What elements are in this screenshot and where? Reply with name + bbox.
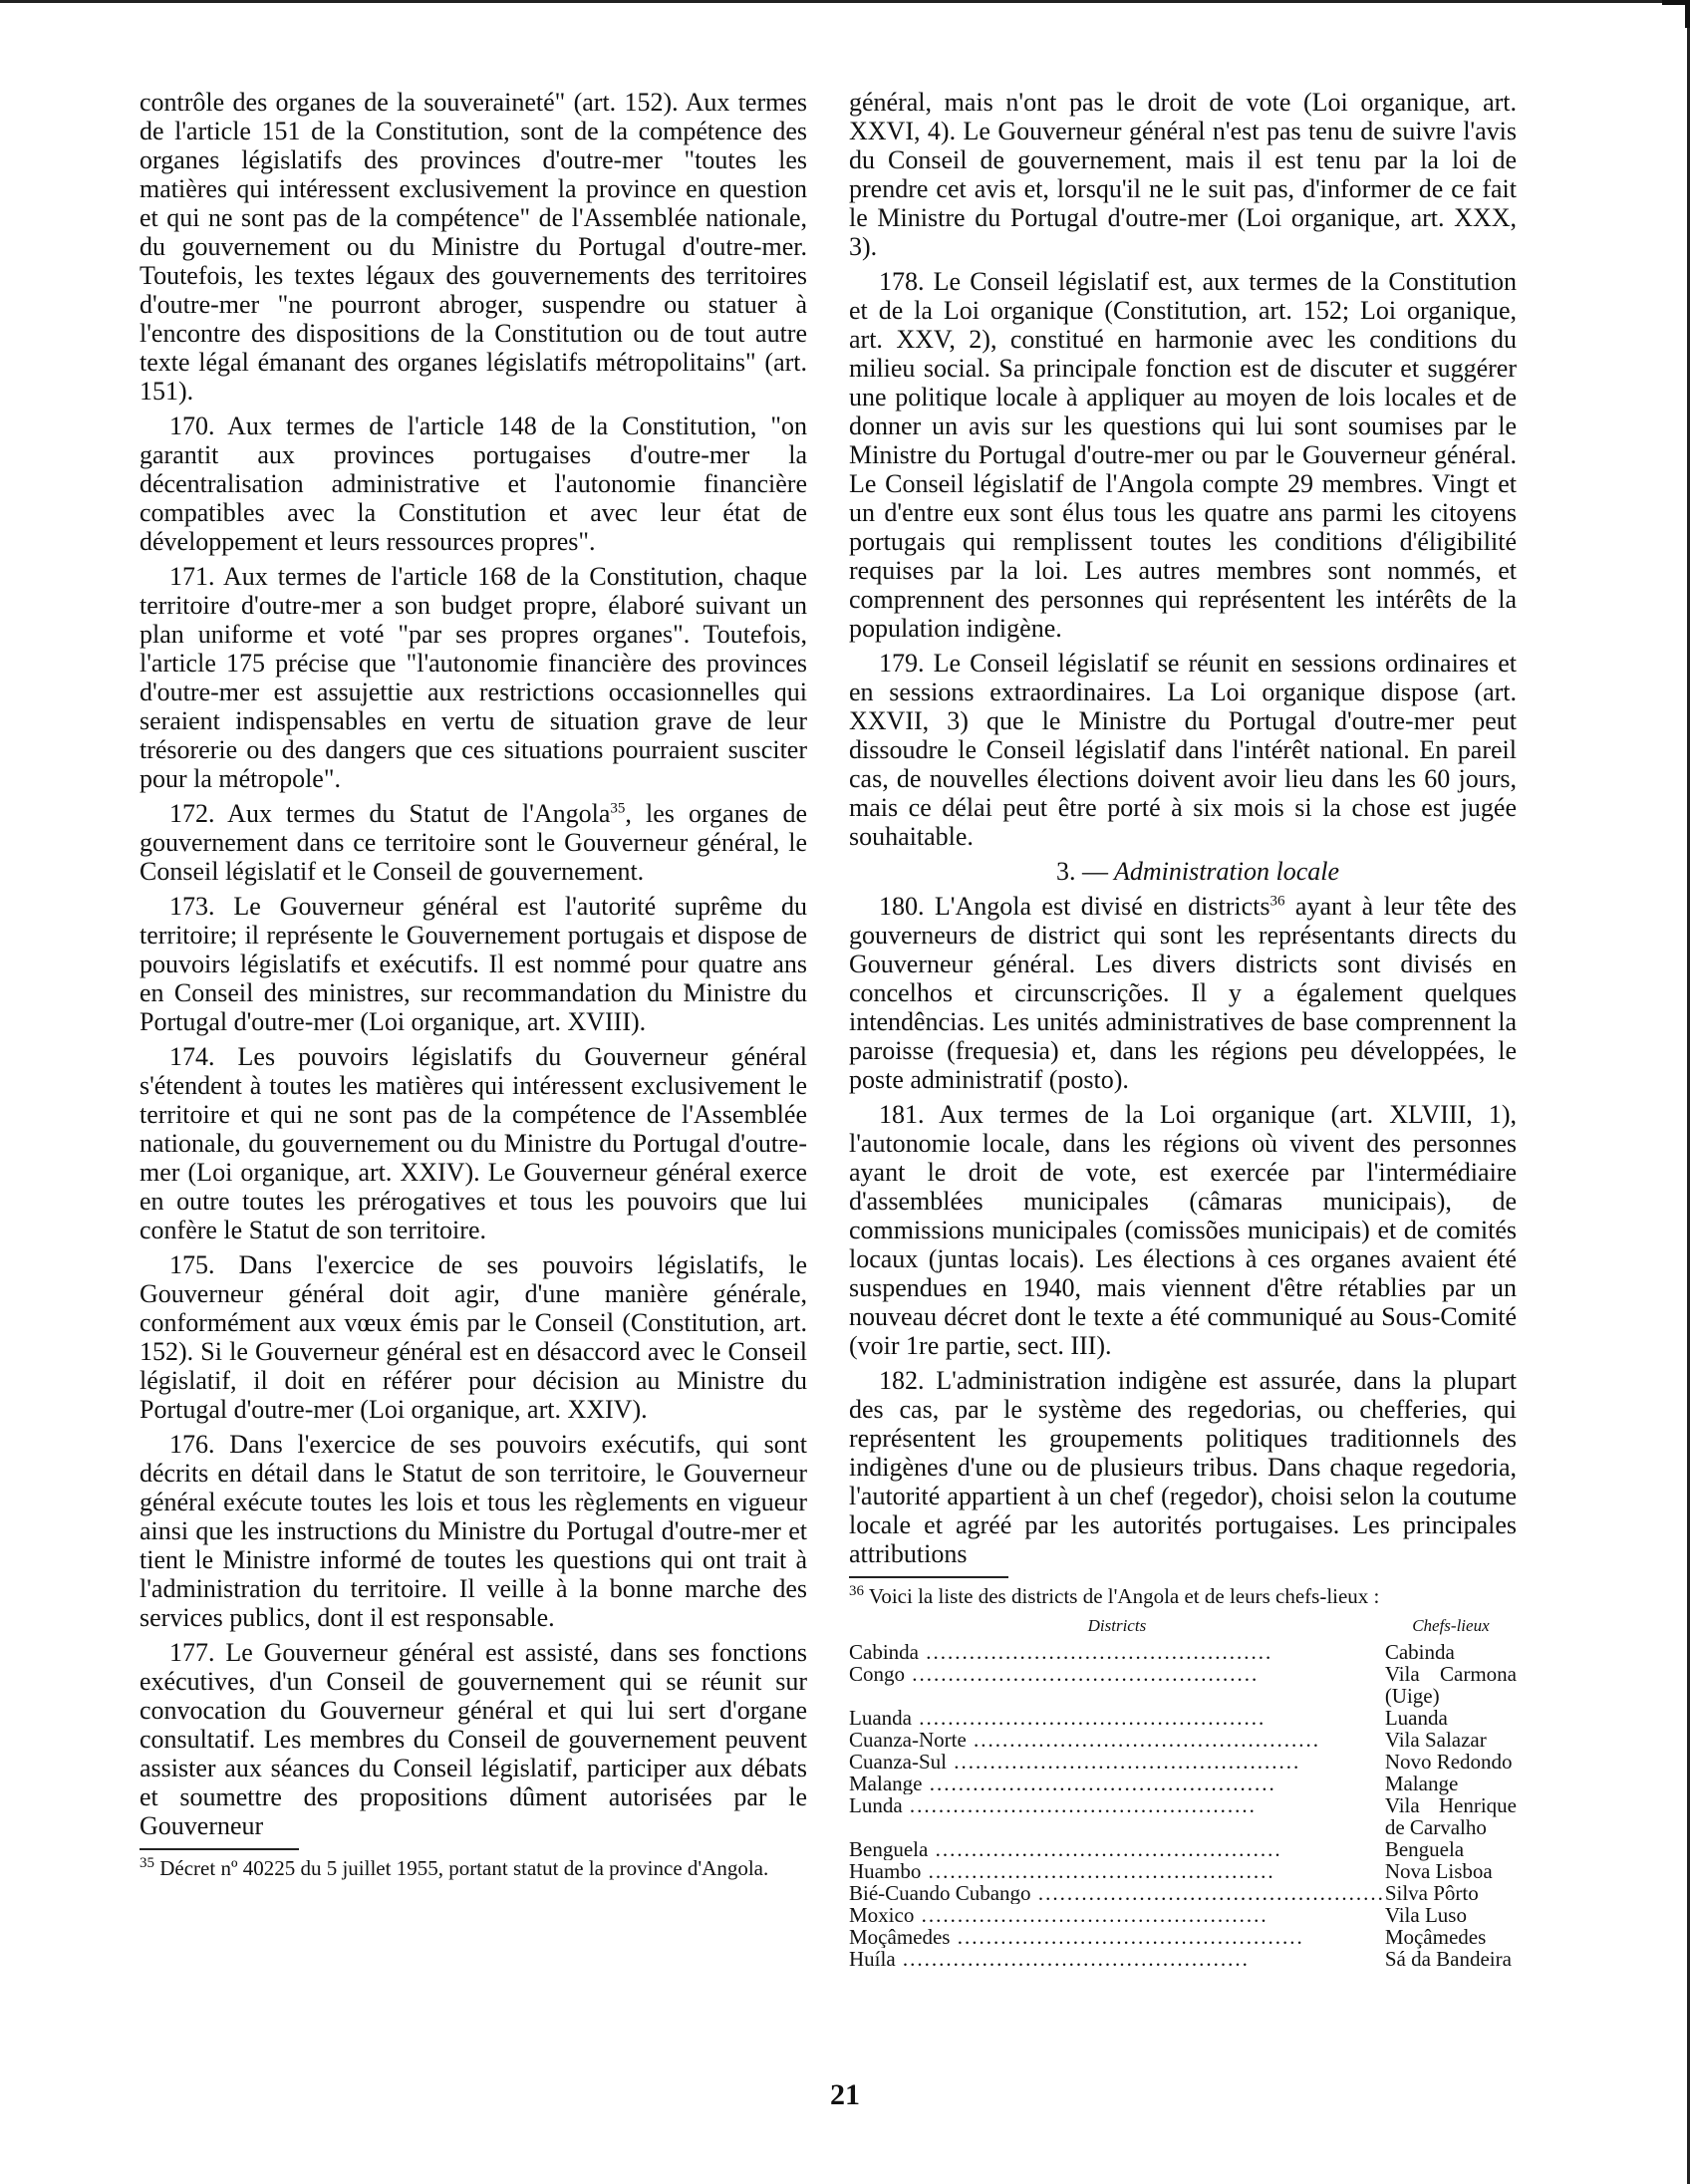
table-row bbox=[849, 1751, 1517, 1773]
paragraph-171: 171. Aux termes de l'article 168 de la Constitution, chaque territoire d'outre-mer a son budget propre, élaboré suivant un plan uniforme et voté "par ses propres organes". Toutefois, l'article 175 précise que "l'autonomie financière des provinces d'outre-mer est assujettie aux restrictions occasionnelles qui seraient indispensables en vertu de situation grave de leur trésorerie ou des dangers que ces situations pourraient susciter pour la métropole". bbox=[140, 562, 807, 793]
district-capital: Vila Henrique de Carvalho bbox=[1384, 1793, 1517, 1839]
district-name: Huambo ..... bbox=[849, 1860, 1385, 1882]
section-number: 3. — bbox=[1055, 857, 1108, 886]
footnote-mark-36: 36 bbox=[849, 1583, 864, 1599]
footnote-rule bbox=[140, 1848, 299, 1850]
paragraph-181: 181. Aux termes de la Loi organique (art. XLVIII, 1), l'autonomie locale, dans les régions où vivent des personnes ayant le droit de vote, est exercée par l'intermédiaire d'assemblées municipales (câmaras municipais), de commissions municipales (comissões municipais) et de comités locaux (juntas locais). Les élections à ces organes avaient été suspendues en 1940, mais viennent d'être rétablies par un nouveau décret dont le texte a été communiqué au Sous-Comité (voir 1re partie, sect. III). bbox=[849, 1100, 1517, 1360]
table-row bbox=[849, 1926, 1517, 1948]
table-row bbox=[849, 1641, 1517, 1663]
footnote-rule-right bbox=[849, 1576, 1008, 1578]
district-name: Bié-Cuando Cubango ..... bbox=[849, 1882, 1385, 1904]
district-capital: Luanda bbox=[1384, 1706, 1448, 1730]
district-capital: Vila Carmona (Uige) bbox=[1384, 1662, 1517, 1708]
district-name: Moxico ..... bbox=[849, 1904, 1385, 1926]
paragraph-180-end: ayant à leur tête des gouverneurs de district qui sont les représentants directs du Gouverneur général. Les divers districts sont divisés en concelhos et circunscrições. Il y a également quelques intendências. Les unités administratives de base comprennent la paroisse (frequesia) et, dans les régions peu développées, le poste administratif (posto). bbox=[849, 892, 1518, 1094]
paragraph-179: 179. Le Conseil législatif se réunit en sessions ordinaires et en sessions extraordinaires. La Loi organique dispose (art. XXVII, 3) que le Ministre du Portugal d'outre-mer peut dissoudre le Conseil législatif dans l'intérêt national. En pareil cas, de nouvelles élections doivent avoir lieu dans les 60 jours, mais ce délai peut être porté à six mois si la chose est jugée souhaitable. bbox=[849, 649, 1517, 851]
district-capital: Vila Salazar bbox=[1384, 1728, 1487, 1752]
corner-crop-mark bbox=[1662, 0, 1690, 28]
district-capital: Cabinda bbox=[1384, 1640, 1455, 1664]
district-name: Congo ..... bbox=[849, 1663, 1385, 1707]
footnote-mark-35: 35 bbox=[140, 1855, 154, 1871]
table-row bbox=[849, 1773, 1517, 1794]
paragraph-173: 173. Le Gouverneur général est l'autorité suprême du territoire; il représente le Gouvernement portugais et dispose de pouvoirs législatifs et exécutifs. Il est nommé pour quatre ans en Conseil des ministres, sur recommandation du Ministre du Portugal d'outre-mer (Loi organique, art. XVIII). bbox=[140, 892, 807, 1036]
paragraph-continuation: contrôle des organes de la souveraineté" (art. 152). Aux termes de l'article 151 de la Constitution, sont de la compétence des organes législatifs des provinces d'outre-mer "toutes les matières qui intéressent exclusivement la province en question et qui ne sont pas de la compétence" de l'Assemblée nationale, du gouvernement ou du Ministre du Portugal d'outre-mer. Toutefois, les textes légaux des gouvernements des territoires d'outre-mer "ne pourront abroger, suspendre ou statuer à l'encontre des dispositions de la Constitution ou de tout autre texte légal émanant des organes législatifs métropolitains" (art. 151). bbox=[140, 88, 807, 406]
footnote-35-text: Décret nº 40225 du 5 juillet 1955, portant statut de la province d'Angola. bbox=[159, 1856, 769, 1880]
district-name: Cuanza-Norte ..... bbox=[849, 1729, 1385, 1751]
section-heading bbox=[849, 857, 1517, 886]
paragraph-172 bbox=[140, 799, 807, 886]
table-row bbox=[849, 1838, 1517, 1860]
district-capital: Benguela bbox=[1384, 1837, 1465, 1861]
footnote-ref-35: 35 bbox=[610, 800, 626, 817]
table-header-row bbox=[849, 1614, 1517, 1641]
footnote-36 bbox=[849, 1584, 1517, 1608]
district-name: Malange ..... bbox=[849, 1773, 1385, 1794]
footnote-35 bbox=[140, 1856, 807, 1880]
paragraph-180-start: 180. L'Angola est divisé en districts bbox=[879, 892, 1270, 921]
paragraph-182: 182. L'administration indigène est assurée, dans la plupart des cas, par le système des regedorias, ou chefferies, qui représentent les groupements politiques traditionnels des indigènes d'une ou de plusieurs tribus. Dans chaque regedoria, l'autorité appartient à un chef (regedor), choisi selon la coutume locale et agréé par les autorités portugaises. Les principales attributions bbox=[849, 1366, 1517, 1568]
paragraph-172-end: , les organes de gouvernement dans ce territoire sont le Gouverneur général, le Conseil législatif et le Conseil de gouvernement. bbox=[140, 799, 807, 886]
page-number: 21 bbox=[830, 2078, 860, 2111]
header-capitals: Chefs-lieux bbox=[1412, 1616, 1490, 1635]
district-capital: Novo Redondo bbox=[1384, 1750, 1513, 1774]
district-name: Cuanza-Sul ..... bbox=[849, 1751, 1385, 1773]
district-capital: Malange bbox=[1384, 1772, 1459, 1795]
district-name: Huíla ..... bbox=[849, 1948, 1385, 1970]
table-row bbox=[849, 1707, 1517, 1729]
right-column bbox=[849, 88, 1517, 1970]
district-name: Benguela ..... bbox=[849, 1838, 1385, 1860]
footnote-36-text: Voici la liste des districts de l'Angola et de leurs chefs-lieux : bbox=[868, 1584, 1380, 1608]
paragraph-178: 178. Le Conseil législatif est, aux termes de la Constitution et de la Loi organique (Constitution, art. 152; Loi organique, art. XXV, 2), constitué en harmonie avec les conditions du milieu social. Sa principale fonction est de discuter et suggérer une politique locale à appliquer au moyen de lois locales et de donner un avis sur les questions qui lui sont soumises par le Ministre du Portugal d'outre-mer ou par le Gouverneur général. Le Conseil législatif de l'Angola compte 29 membres. Vingt et un d'entre eux sont élus tous les quatre ans parmi les citoyens portugais qui remplissent toutes les conditions d'éligibilité requises par la loi. Les autres membres sont nommés, et comprennent des personnes qui représentent les intérêts de la population indigène. bbox=[849, 267, 1517, 643]
paragraph-continuation-right: général, mais n'ont pas le droit de vote (Loi organique, art. XXVI, 4). Le Gouverneur général n'est pas tenu de suivre l'avis du Conseil de gouvernement, mais il est tenu par la loi de prendre cet avis et, lorsqu'il ne le suit pas, d'informer de ce fait le Ministre du Portugal d'outre-mer (Loi organique, art. XXX, 3). bbox=[849, 88, 1517, 261]
table-row bbox=[849, 1729, 1517, 1751]
footnote-ref-36: 36 bbox=[1269, 893, 1285, 910]
district-capital: Moçâmedes bbox=[1384, 1925, 1487, 1949]
district-name: Luanda ..... bbox=[849, 1707, 1385, 1729]
table-row bbox=[849, 1860, 1517, 1882]
paragraph-170: 170. Aux termes de l'article 148 de la Constitution, "on garantit aux provinces portugaises d'outre-mer la décentralisation administrative et l'autonomie financière compatibles avec la Constitution et avec leur état de développement et leurs ressources propres". bbox=[140, 411, 807, 556]
paragraph-172-start: 172. Aux termes du Statut de l'Angola bbox=[169, 799, 611, 828]
districts-table bbox=[849, 1614, 1517, 1970]
paragraph-180 bbox=[849, 892, 1517, 1094]
header-districts: Districts bbox=[1087, 1616, 1147, 1635]
section-title: Administration locale bbox=[1113, 857, 1340, 886]
left-column bbox=[140, 88, 807, 1880]
district-name: Cabinda ..... bbox=[849, 1641, 1385, 1663]
table-row bbox=[849, 1904, 1517, 1926]
district-name: Lunda ..... bbox=[849, 1794, 1385, 1838]
paragraph-177: 177. Le Gouverneur général est assisté, dans ses fonctions exécutives, d'un Conseil de gouvernement qui se réunit sur convocation du Gouverneur général et qui lui sert d'organe consultatif. Les membres du Conseil de gouvernement peuvent assister aux séances du Conseil législatif, participer aux débats et soumettre des propositions dûment autorisées par le Gouverneur bbox=[140, 1638, 807, 1840]
table-row bbox=[849, 1663, 1517, 1707]
table-row bbox=[849, 1948, 1517, 1970]
paragraph-175: 175. Dans l'exercice de ses pouvoirs législatifs, le Gouverneur général doit agir, d'une manière générale, conformément aux vœux émis par le Conseil (Constitution, art. 152). Si le Gouverneur général est en désaccord avec le Conseil législatif, il doit en référer pour décision au Ministre du Portugal d'outre-mer (Loi organique, art. XXIV). bbox=[140, 1250, 807, 1424]
paragraph-176: 176. Dans l'exercice de ses pouvoirs exécutifs, qui sont décrits en détail dans le Statut de son territoire, le Gouverneur général exécute toutes les lois et tous les règlements en vigueur ainsi que les instructions du Ministre du Portugal d'outre-mer et tient le Ministre informé de toutes les questions qui ont trait à l'administration du territoire. Il veille à la bonne marche des services publics, dont il est responsable. bbox=[140, 1430, 807, 1632]
table-row bbox=[849, 1794, 1517, 1838]
paragraph-174: 174. Les pouvoirs législatifs du Gouverneur général s'étendent à toutes les matières qui intéressent exclusivement le territoire et qui ne sont pas de la compétence de l'Assemblée nationale, du gouvernement ou du Ministre du Portugal d'outre-mer (Loi organique, art. XXIV). Le Gouverneur général exerce en outre toutes les prérogatives et tous les pouvoirs que lui confère le Statut de son territoire. bbox=[140, 1042, 807, 1244]
table-row bbox=[849, 1882, 1517, 1904]
district-capital: Silva Pôrto bbox=[1384, 1881, 1479, 1905]
district-name: Moçâmedes ..... bbox=[849, 1926, 1385, 1948]
district-capital: Sá da Bandeira bbox=[1384, 1947, 1512, 1971]
district-capital: Vila Luso bbox=[1384, 1903, 1467, 1927]
district-capital: Nova Lisboa bbox=[1384, 1859, 1493, 1883]
